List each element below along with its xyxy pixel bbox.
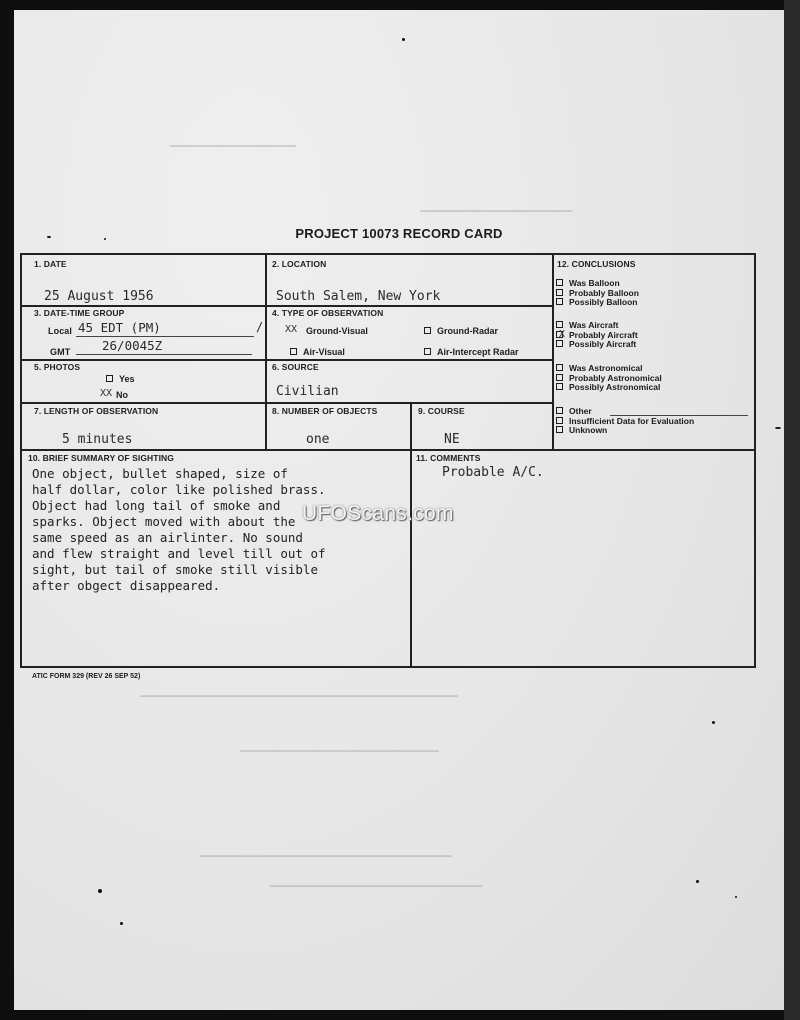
was-astronomical-option[interactable]: Was Astronomical: [556, 364, 662, 374]
scan-speck: [696, 880, 699, 883]
air-intercept-option[interactable]: Air-Intercept Radar: [424, 347, 519, 357]
summary-line: Object had long tail of smoke and: [32, 498, 281, 513]
photos-yes-option[interactable]: Yes: [106, 374, 135, 384]
summary-line: sight, but tail of smoke still visible: [32, 562, 318, 577]
comments-value: Probable A/C.: [442, 465, 544, 480]
length-label: 7. LENGTH OF OBSERVATION: [34, 406, 159, 416]
bleed-through: ━━━━━━━━━━━━━━━━━━━━━━━━━━━━━━━━: [270, 880, 482, 893]
date-label: 1. DATE: [34, 259, 67, 269]
dtg-local-label: Local: [48, 326, 73, 336]
length-value: 5 minutes: [62, 432, 133, 447]
dtg-gmt-underline: [76, 354, 252, 355]
num-objects-value: one: [306, 432, 330, 447]
bleed-through: ━━━━━━━━━━━━━━━━━━━━━━━━━━━━━━━━━━━━━━━━━━━━━━━━: [140, 690, 458, 703]
row-divider: [20, 359, 552, 361]
probably-balloon-option[interactable]: Probably Balloon: [556, 289, 639, 299]
checkbox-icon: [106, 375, 113, 382]
possibly-astronomical-option[interactable]: Possibly Astronomical: [556, 383, 662, 393]
date-value: 25 August 1956: [44, 289, 154, 304]
scan-speck: [104, 238, 106, 240]
scan-speck: [712, 721, 715, 724]
photos-label: 5. PHOTOS: [34, 362, 81, 372]
possibly-balloon-option[interactable]: Possibly Balloon: [556, 298, 639, 308]
source-value: Civilian: [276, 384, 339, 399]
dtg-gmt-value: 26/0045Z: [102, 338, 163, 353]
location-label: 2. LOCATION: [272, 259, 327, 269]
comments-label: 11. COMMENTS: [416, 453, 481, 463]
checkbox-icon: [556, 298, 563, 305]
summary-label: 10. BRIEF SUMMARY OF SIGHTING: [28, 453, 174, 463]
col-divider: [265, 253, 267, 449]
checkbox-icon: [556, 374, 563, 381]
source-label: 6. SOURCE: [272, 362, 319, 372]
summary-line: One object, bullet shaped, size of: [32, 466, 288, 481]
form-number: ATIC FORM 329 (REV 26 SEP 52): [32, 673, 141, 680]
type-obs-label: 4. TYPE OF OBSERVATION: [272, 308, 384, 318]
other-option[interactable]: Other: [556, 407, 694, 417]
summary-line: sparks. Object moved with about the: [32, 514, 296, 529]
conclusions-balloon-group: [556, 279, 639, 308]
checkbox-icon: [556, 417, 563, 424]
was-aircraft-option[interactable]: Was Aircraft: [556, 321, 638, 331]
insufficient-data-option[interactable]: Insufficient Data for Evaluation: [556, 417, 694, 427]
dtg-label: 3. DATE-TIME GROUP: [34, 308, 125, 318]
dtg-local-underline: [76, 336, 254, 337]
probably-astronomical-option[interactable]: Probably Astronomical: [556, 374, 662, 384]
checkbox-icon: [556, 426, 563, 433]
scan-speck: [735, 896, 737, 898]
summary-text: [32, 466, 412, 594]
scan-edge: [784, 0, 800, 1020]
checkbox-icon: [556, 289, 563, 296]
course-label: 9. COURSE: [418, 406, 465, 416]
probably-aircraft-mark: X: [559, 329, 566, 340]
photos-no-mark: XX: [100, 388, 113, 399]
num-objects-label: 8. NUMBER OF OBJECTS: [272, 406, 378, 416]
checkbox-icon: [290, 348, 297, 355]
bleed-through: ━━━━━━━━━━━━━━━━━━━━━━━━━━━━━━━━━━━━━━: [200, 850, 452, 863]
summary-line: and flew straight and level till out of: [32, 546, 326, 561]
bleed-through: ━━━━━━━━━━━━━━━━━━━: [170, 140, 296, 153]
scan-speck: [120, 922, 123, 925]
checkbox-icon: [556, 340, 563, 347]
checkbox-icon: [424, 327, 431, 334]
unknown-option[interactable]: Unknown: [556, 426, 694, 436]
conclusions-label: 12. CONCLUSIONS: [557, 259, 636, 269]
bleed-through: ━━━━━━━━━━━━━━━━━━━━━━━━━━━━━━: [240, 745, 439, 758]
row-divider: [20, 402, 552, 404]
watermark: UFOScans.com: [302, 502, 454, 525]
col-divider: [552, 253, 554, 449]
scan-speck: [775, 427, 781, 429]
course-value: NE: [444, 432, 460, 447]
conclusions-aircraft-group: [556, 321, 638, 350]
ground-visual-option[interactable]: Ground-Visual: [306, 326, 368, 336]
checkbox-icon: [556, 279, 563, 286]
conclusions-astro-group: [556, 364, 662, 393]
scan-speck: [98, 889, 102, 893]
checkbox-icon: [424, 348, 431, 355]
air-visual-option[interactable]: Air-Visual: [290, 347, 345, 357]
dtg-local-value: 45 EDT (PM): [78, 320, 161, 335]
summary-line: after obgect disappeared.: [32, 578, 221, 593]
row-divider: [20, 305, 552, 307]
location-value: South Salem, New York: [276, 289, 441, 304]
checkbox-icon: [556, 407, 563, 414]
checkbox-icon: [556, 383, 563, 390]
probably-aircraft-option[interactable]: Probably Aircraft: [556, 331, 638, 341]
scan-speck: [402, 38, 405, 41]
conclusions-other-group: [556, 407, 694, 436]
ground-visual-mark: XX: [285, 324, 298, 335]
dtg-gmt-label: GMT: [50, 347, 71, 357]
was-balloon-option[interactable]: Was Balloon: [556, 279, 639, 289]
slash-mark: /: [256, 320, 264, 334]
photos-no-option[interactable]: No: [116, 390, 128, 400]
possibly-aircraft-option[interactable]: Possibly Aircraft: [556, 340, 638, 350]
checkbox-icon: [556, 321, 563, 328]
row-divider: [20, 449, 756, 451]
bleed-through: ━━━━━━━━━━━━━━━━━━━━━━━: [420, 205, 573, 218]
other-underline: [610, 415, 748, 416]
scan-speck: [47, 236, 51, 238]
ground-radar-option[interactable]: Ground-Radar: [424, 326, 498, 336]
summary-line: same speed as an airlinter. No sound: [32, 530, 303, 545]
summary-line: half dollar, color like polished brass.: [32, 482, 326, 497]
checkbox-icon: [556, 364, 563, 371]
card-title: PROJECT 10073 RECORD CARD: [295, 226, 503, 241]
